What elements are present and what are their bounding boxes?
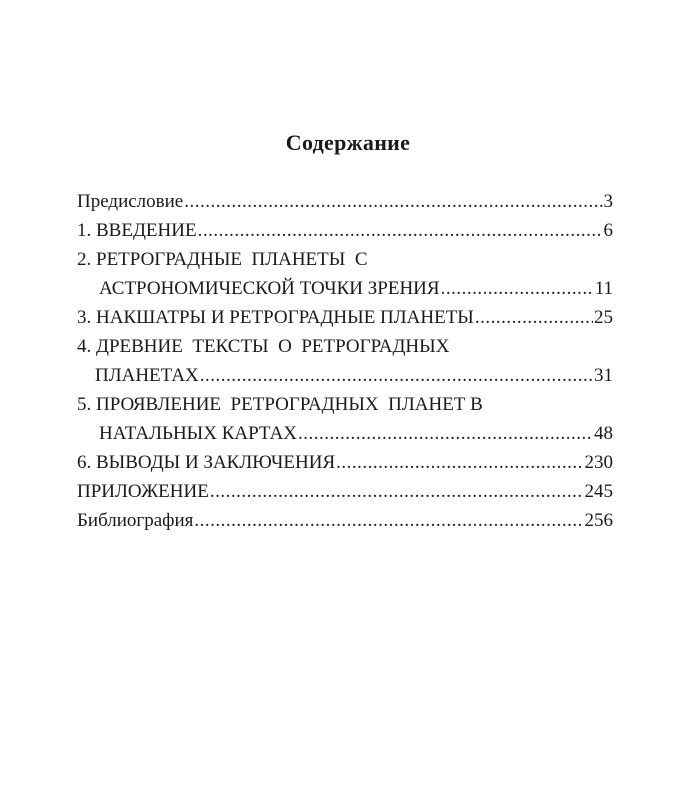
toc-entry-introduction[interactable] — [77, 220, 613, 249]
toc-entry-chapter4-line2[interactable] — [77, 365, 613, 394]
toc-entry-page: 6 — [603, 220, 613, 241]
toc-leader-dots — [298, 423, 593, 445]
toc-entry-label: ПРИЛОЖЕНИЕ — [77, 481, 209, 502]
toc-leader-dots — [184, 191, 602, 213]
toc-leader-dots — [198, 220, 603, 242]
toc-entry-chapter2-line2[interactable] — [77, 278, 613, 307]
toc-entry-page: 245 — [584, 481, 613, 502]
toc-entry-label: 1. ВВЕДЕНИЕ — [77, 220, 197, 241]
toc-leader-dots — [475, 307, 593, 329]
toc-entry-label: 2. РЕТРОГРАДНЫЕ ПЛАНЕТЫ С — [77, 249, 368, 270]
toc-entry-label: 6. ВЫВОДЫ И ЗАКЛЮЧЕНИЯ — [77, 452, 336, 473]
toc-entry-label: АСТРОНОМИЧЕСКОЙ ТОЧКИ ЗРЕНИЯ — [99, 278, 440, 299]
toc-leader-dots — [200, 365, 593, 387]
toc-entry-bibliography[interactable] — [77, 510, 613, 539]
toc-entry-label: Предисловие — [77, 191, 184, 212]
toc-entry-chapter3[interactable] — [77, 307, 613, 336]
toc-leader-dots — [441, 278, 594, 300]
table-of-contents — [77, 191, 613, 539]
toc-entry-label: 4. ДРЕВНИЕ ТЕКСТЫ О РЕТРОГРАДНЫХ — [77, 336, 450, 357]
toc-leader-dots — [194, 510, 583, 532]
toc-entry-page: 11 — [594, 278, 613, 299]
toc-entry-page: 48 — [594, 423, 613, 444]
toc-entry-label: ПЛАНЕТАХ — [95, 365, 199, 386]
toc-entry-preface[interactable] — [77, 191, 613, 220]
toc-entry-chapter5-line2[interactable] — [77, 423, 613, 452]
toc-entry-label: Библиография — [77, 510, 194, 531]
toc-leader-dots — [336, 452, 583, 474]
toc-entry-page: 25 — [594, 307, 613, 328]
toc-entry-page: 31 — [594, 365, 613, 386]
toc-entry-chapter4-line1[interactable] — [77, 336, 613, 365]
page-title: Содержание — [285, 130, 411, 155]
toc-entry-chapter2-line1[interactable] — [77, 249, 613, 278]
toc-entry-appendix[interactable] — [77, 481, 613, 510]
toc-entry-label: 5. ПРОЯВЛЕНИЕ РЕТРОГРАДНЫХ ПЛАНЕТ В — [77, 394, 483, 415]
toc-entry-chapter5-line1[interactable] — [77, 394, 613, 423]
toc-entry-label: НАТАЛЬНЫХ КАРТАХ — [99, 423, 298, 444]
toc-entry-page: 3 — [603, 191, 613, 212]
toc-entry-label: 3. НАКШАТРЫ И РЕТРОГРАДНЫЕ ПЛАНЕТЫ — [77, 307, 474, 328]
toc-entry-chapter6[interactable] — [77, 452, 613, 481]
toc-entry-page: 256 — [584, 510, 613, 531]
toc-entry-page: 230 — [584, 452, 613, 473]
toc-leader-dots — [210, 481, 584, 503]
